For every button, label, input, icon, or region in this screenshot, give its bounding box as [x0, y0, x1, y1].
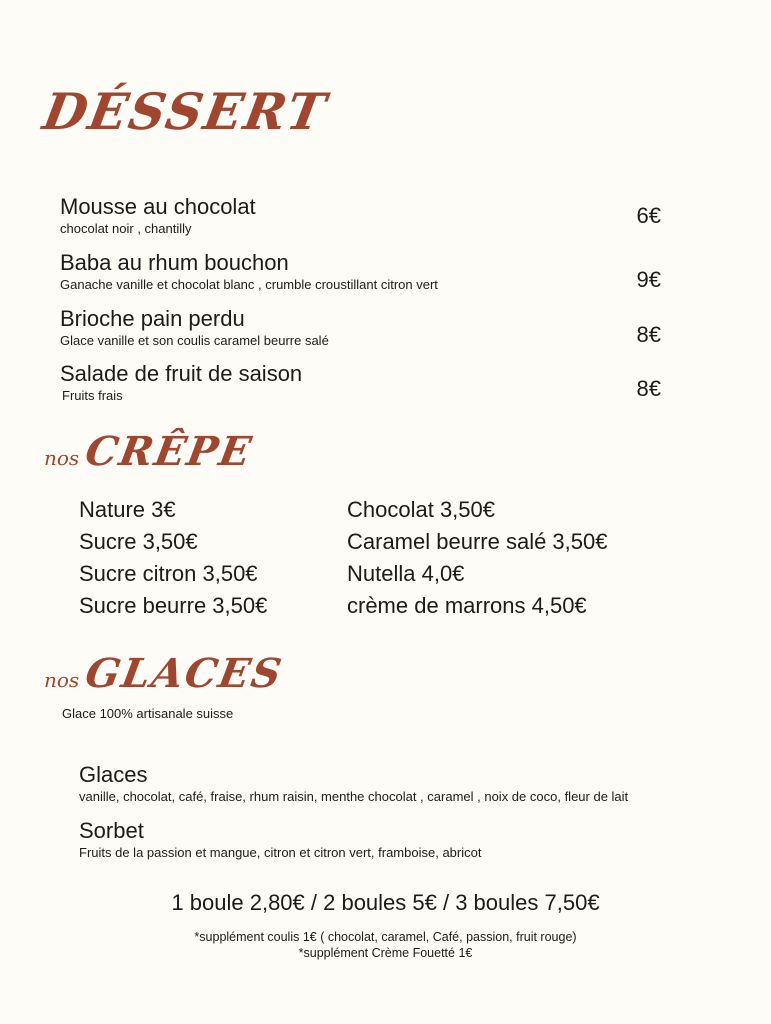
- dessert-item-name: Brioche pain perdu: [60, 306, 245, 331]
- glace-subtitle: Glace 100% artisanale suisse: [62, 706, 234, 721]
- glace-item-desc: vanille, chocolat, café, fraise, rhum raisin, menthe chocolat , caramel , noix de coco, fleur de lait: [79, 789, 629, 804]
- crepe-item: Sucre beurre 3,50€: [79, 593, 268, 618]
- dessert-item-price: 6€: [636, 203, 661, 228]
- dessert-title: DÉSSERT: [38, 82, 332, 141]
- supplement-note: *supplément coulis 1€ ( chocolat, caramel, Café, passion, fruit rouge): [194, 930, 577, 944]
- glace-item-name: Sorbet: [79, 818, 144, 843]
- glace-prefix: nos: [44, 668, 80, 692]
- crepe-item: Nature 3€: [79, 497, 176, 522]
- dessert-item-price: 8€: [636, 322, 661, 347]
- glace-title: GLACES: [82, 650, 287, 697]
- dessert-item-desc: Ganache vanille et chocolat blanc , crumble croustillant citron vert: [60, 277, 438, 292]
- dessert-item-name: Salade de fruit de saison: [60, 361, 303, 386]
- dessert-item-price: 8€: [636, 376, 661, 401]
- dessert-item-desc: Fruits frais: [62, 388, 123, 403]
- crepe-item: Chocolat 3,50€: [347, 497, 495, 522]
- crepe-item: Nutella 4,0€: [347, 561, 465, 586]
- crepe-item: Sucre citron 3,50€: [79, 561, 258, 586]
- crepe-prefix: nos: [44, 446, 80, 470]
- dessert-item-desc: chocolat noir , chantilly: [60, 221, 192, 236]
- supplement-note: *supplément Crème Fouetté 1€: [298, 946, 473, 960]
- glace-item-desc: Fruits de la passion et mangue, citron et citron vert, framboise, abricot: [79, 845, 482, 860]
- crepe-item: Caramel beurre salé 3,50€: [347, 529, 608, 554]
- dessert-item-name: Mousse au chocolat: [60, 194, 256, 219]
- crepe-item: Sucre 3,50€: [79, 529, 198, 554]
- crepe-item: crème de marrons 4,50€: [347, 593, 587, 618]
- dessert-item-price: 9€: [636, 267, 661, 292]
- dessert-item-desc: Glace vanille et son coulis caramel beurre salé: [60, 333, 329, 348]
- dessert-item-name: Baba au rhum bouchon: [60, 250, 289, 275]
- crepe-heading: [44, 428, 257, 475]
- glace-heading: [44, 650, 287, 697]
- glace-item-name: Glaces: [79, 762, 148, 787]
- scoop-prices: 1 boule 2,80€ / 2 boules 5€ / 3 boules 7,50€: [171, 890, 600, 915]
- crepe-title: CRÊPE: [82, 428, 257, 475]
